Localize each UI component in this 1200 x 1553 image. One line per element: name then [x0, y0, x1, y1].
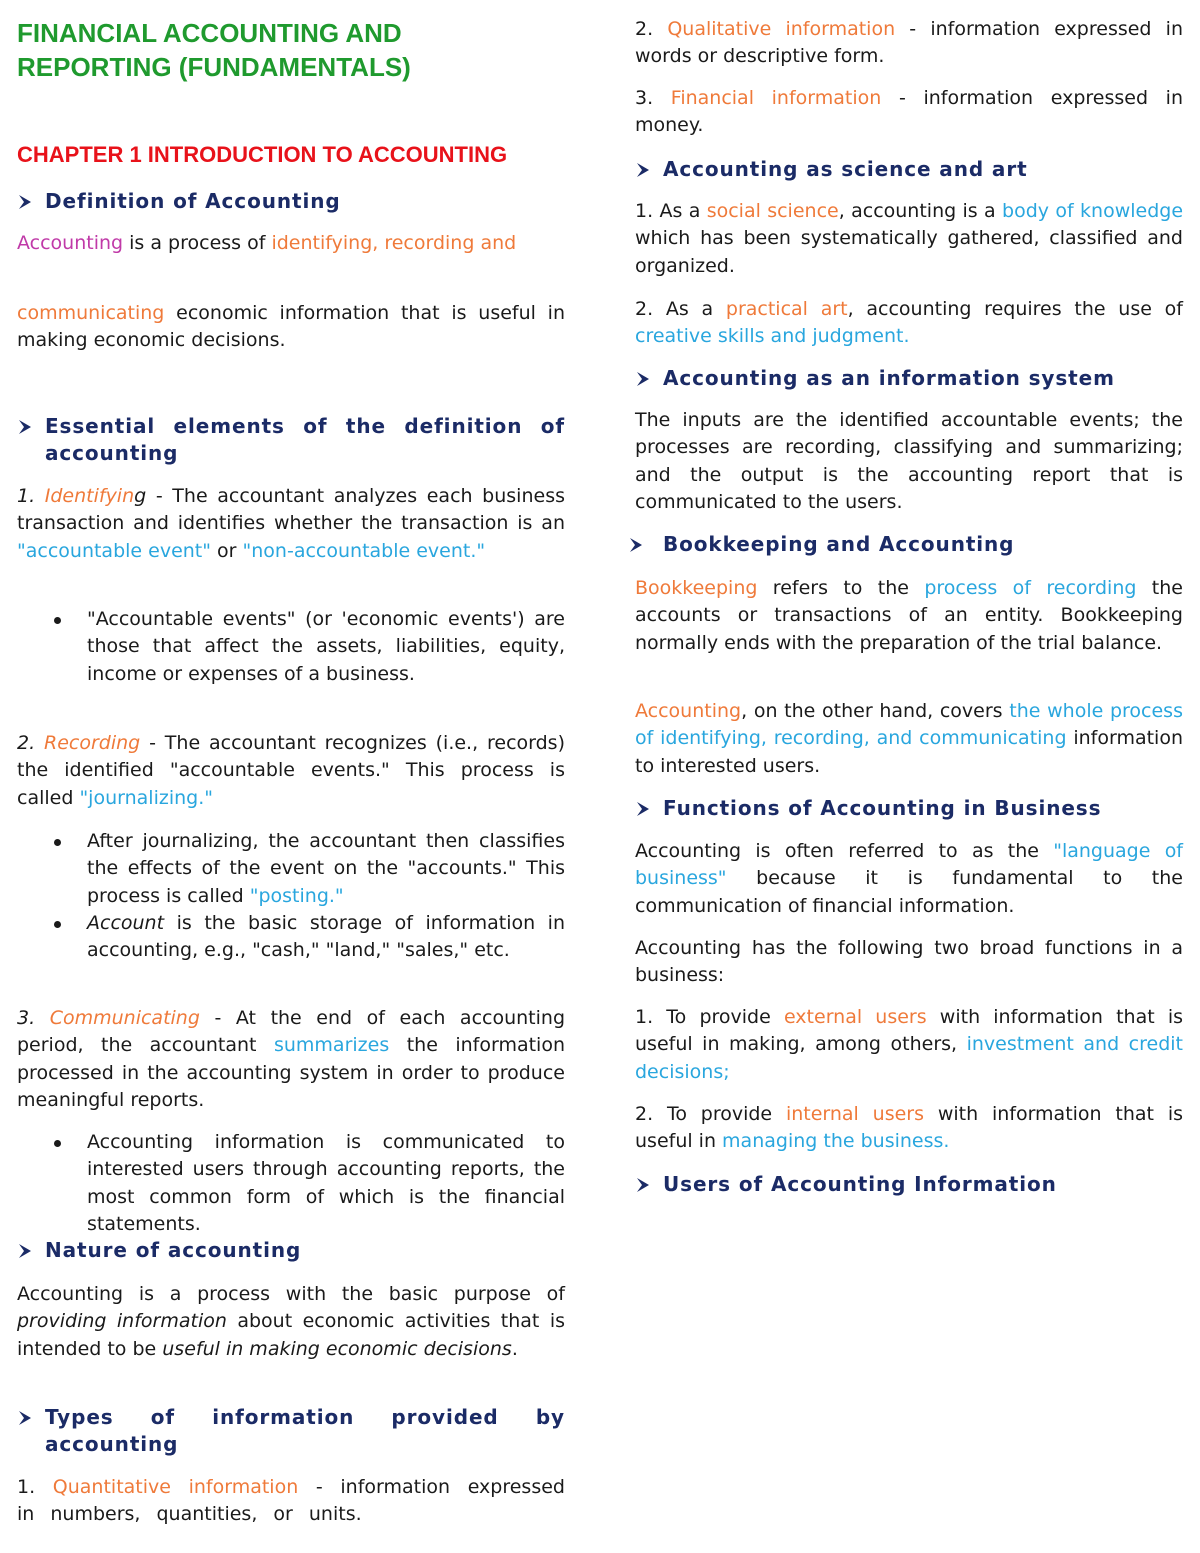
heading-users: Users of Accounting Information — [635, 1171, 1183, 1198]
title-line-1: FINANCIAL ACCOUNTING AND — [17, 18, 402, 48]
element-identifying: 1. Identifying - The accountant analyzes each business transaction and identifies whether the transaction is an "accountable event" or "non-accountable event." — [17, 485, 565, 562]
arrow-bullet-icon — [17, 1404, 45, 1426]
art-paragraph: 2. As a practical art, accounting requires the use of creative skills and judgment. — [635, 298, 1183, 348]
arrow-bullet-icon — [17, 413, 45, 435]
heading-functions: Functions of Accounting in Business — [635, 795, 1183, 822]
list-item: "Accountable events" (or 'economic events') are those that affect the assets, liabilities, equity, income or expenses of a business. — [17, 606, 565, 688]
arrow-bullet-icon — [635, 365, 663, 387]
heading-science-art: Accounting as science and art — [635, 156, 1183, 183]
bullet-dot-icon — [54, 617, 61, 624]
two-functions-paragraph: Accounting has the following two broad functions in a business: — [635, 937, 1183, 987]
bullet-list-1 — [17, 606, 565, 688]
bookkeeping-paragraph: Bookkeeping refers to the process of recording the accounts or transactions of an entity. Bookkeeping normally ends with the preparation of the trial balance. — [635, 577, 1183, 654]
arrow-bullet-icon — [635, 795, 663, 817]
title-line-2: REPORTING (FUNDAMENTALS) — [17, 52, 411, 82]
function-external-users: 1. To provide external users with information that is useful in making, among others, investment and credit decisions; — [635, 1006, 1183, 1083]
heading-information-system: Accounting as an information system — [635, 365, 1183, 392]
bullet-list-2 — [17, 828, 565, 964]
heading-types: Types of information provided by accounting — [17, 1404, 565, 1458]
element-recording: 2. Recording - The accountant recognizes (i.e., records) the identified "accountable events." This process is called "journalizing." — [17, 732, 565, 809]
language-of-business-paragraph: Accounting is often referred to as the "language of business" because it is fundamental to the communication of financial information. — [635, 840, 1184, 917]
type-qualitative: 2. Qualitative information - information expressed in words or descriptive form. — [635, 18, 1183, 68]
chapter-heading: CHAPTER 1 INTRODUCTION TO ACCOUNTING — [17, 142, 508, 167]
nature-paragraph: Accounting is a process with the basic purpose of providing information about economic activities that is intended to be useful in making economic decisions. — [17, 1283, 565, 1360]
bullet-dot-icon — [54, 921, 61, 928]
function-internal-users: 2. To provide internal users with information that is useful in managing the business. — [635, 1103, 1183, 1153]
bullet-list-3 — [17, 1129, 565, 1238]
arrow-bullet-icon — [635, 156, 663, 178]
arrow-bullet-icon — [17, 188, 45, 210]
arrow-bullet-icon — [628, 531, 663, 553]
heading-bookkeeping: Bookkeeping and Accounting — [628, 531, 1183, 558]
list-item: After journalizing, the accountant then classifies the effects of the event on the "accounts." This process is called "posting." — [17, 828, 565, 910]
heading-essential-elements: Essential elements of the definition of accounting — [17, 413, 565, 467]
definition-paragraph-2: communicating economic information that is useful in making economic decisions. — [17, 302, 565, 352]
information-system-paragraph: The inputs are the identified accountable events; the processes are recording, classifying and summarizing; and the output is the accounting report that is communicated to the users. — [635, 409, 1183, 513]
science-paragraph: 1. As a social science, accounting is a body of knowledge which has been systematically gathered, classified and organized. — [635, 200, 1184, 277]
type-quantitative: 1. Quantitative information - information expressed in numbers, quantities, or units. — [17, 1476, 565, 1526]
accounting-scope-paragraph: Accounting, on the other hand, covers the whole process of identifying, recording, and communicating information to interested users. — [635, 700, 1183, 777]
document-title — [17, 16, 557, 84]
arrow-bullet-icon — [635, 1171, 663, 1193]
heading-definition: Definition of Accounting — [17, 188, 565, 215]
arrow-bullet-icon — [17, 1237, 45, 1259]
heading-nature: Nature of accounting — [17, 1237, 565, 1264]
bullet-dot-icon — [54, 1140, 61, 1147]
type-financial: 3. Financial information - information expressed in money. — [635, 87, 1183, 137]
list-item: Accounting information is communicated to interested users through accounting reports, the most common form of which is the financial statements. — [17, 1129, 565, 1238]
definition-paragraph-1: Accounting is a process of identifying, recording and — [17, 232, 517, 254]
list-item: Account is the basic storage of information in accounting, e.g., "cash," "land," "sales," etc. — [17, 910, 565, 965]
bullet-dot-icon — [54, 839, 61, 846]
element-communicating: 3. Communicating - At the end of each accounting period, the accountant summarizes the information processed in the accounting system in order to produce meaningful reports. — [17, 1007, 565, 1111]
